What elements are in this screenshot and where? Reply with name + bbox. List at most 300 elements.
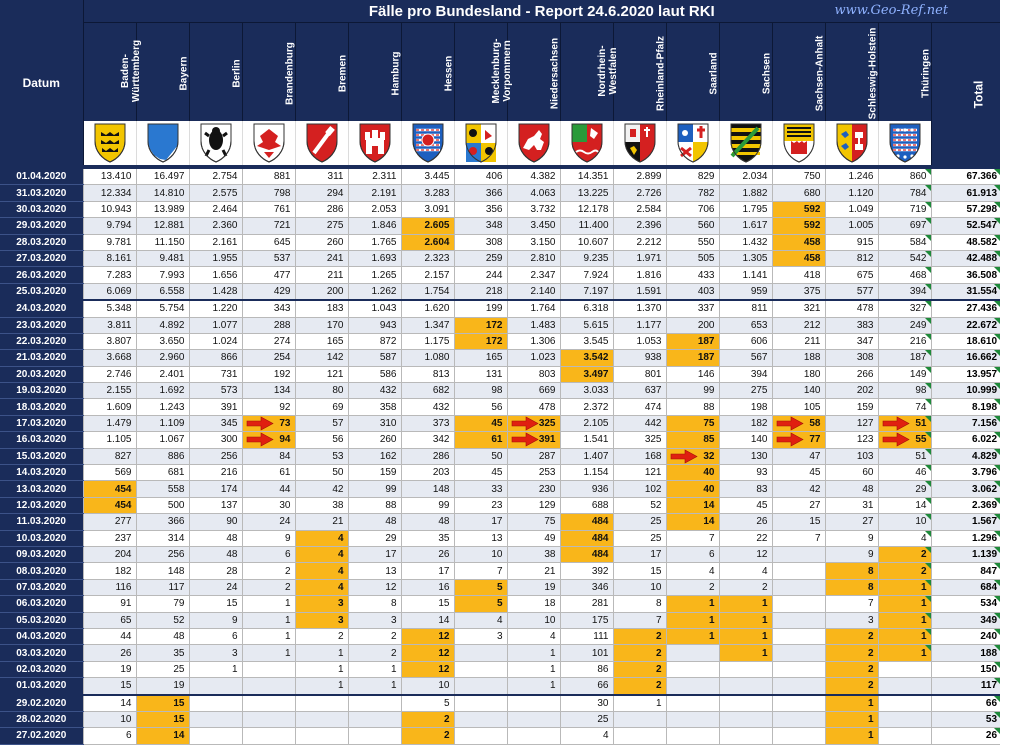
value-cell[interactable]	[666, 579, 719, 595]
value-cell[interactable]	[878, 415, 931, 431]
value-cell[interactable]	[772, 267, 825, 283]
value-cell[interactable]	[772, 283, 825, 300]
total-cell[interactable]: 31.554	[931, 283, 1000, 300]
value-cell[interactable]	[772, 383, 825, 399]
value-cell[interactable]	[825, 350, 878, 366]
value-cell[interactable]	[242, 563, 295, 579]
value-cell[interactable]	[507, 563, 560, 579]
value-cell[interactable]	[560, 465, 613, 481]
value-cell[interactable]	[401, 481, 454, 497]
value-cell[interactable]	[83, 350, 136, 366]
value-cell[interactable]	[454, 546, 507, 562]
value-cell[interactable]	[825, 234, 878, 250]
value-cell[interactable]	[242, 628, 295, 644]
value-cell[interactable]	[136, 185, 189, 201]
value-cell[interactable]	[507, 628, 560, 644]
value-cell[interactable]	[719, 267, 772, 283]
value-cell[interactable]	[772, 333, 825, 349]
value-cell[interactable]	[242, 185, 295, 201]
value-cell[interactable]	[454, 283, 507, 300]
value-cell[interactable]	[401, 350, 454, 366]
value-cell[interactable]	[719, 628, 772, 644]
value-cell[interactable]	[613, 678, 666, 695]
value-cell[interactable]	[613, 350, 666, 366]
value-cell[interactable]	[189, 695, 242, 712]
value-cell[interactable]	[401, 399, 454, 415]
value-cell[interactable]	[825, 366, 878, 382]
value-cell[interactable]	[719, 432, 772, 448]
date-cell[interactable]: 28.02.2020	[0, 711, 83, 727]
value-cell[interactable]	[613, 530, 666, 546]
value-cell[interactable]	[295, 645, 348, 661]
value-cell[interactable]	[242, 383, 295, 399]
date-cell[interactable]: 12.03.2020	[0, 497, 83, 513]
value-cell[interactable]	[295, 678, 348, 695]
value-cell[interactable]	[613, 432, 666, 448]
value-cell[interactable]	[507, 201, 560, 217]
value-cell[interactable]	[666, 169, 719, 185]
value-cell[interactable]	[666, 415, 719, 431]
value-cell[interactable]	[507, 267, 560, 283]
value-cell[interactable]	[242, 283, 295, 300]
value-cell[interactable]	[454, 579, 507, 595]
value-cell[interactable]	[825, 596, 878, 612]
value-cell[interactable]	[348, 465, 401, 481]
value-cell[interactable]	[242, 448, 295, 464]
value-cell[interactable]	[295, 546, 348, 562]
value-cell[interactable]	[719, 366, 772, 382]
value-cell[interactable]	[189, 218, 242, 234]
value-cell[interactable]	[878, 728, 931, 744]
value-cell[interactable]	[878, 399, 931, 415]
value-cell[interactable]	[189, 530, 242, 546]
value-cell[interactable]	[401, 201, 454, 217]
value-cell[interactable]	[189, 415, 242, 431]
value-cell[interactable]	[242, 546, 295, 562]
value-cell[interactable]	[454, 415, 507, 431]
value-cell[interactable]	[772, 350, 825, 366]
value-cell[interactable]	[613, 317, 666, 333]
value-cell[interactable]	[666, 432, 719, 448]
value-cell[interactable]	[189, 546, 242, 562]
value-cell[interactable]	[189, 612, 242, 628]
value-cell[interactable]	[83, 234, 136, 250]
value-cell[interactable]	[348, 661, 401, 677]
value-cell[interactable]	[83, 366, 136, 382]
total-cell[interactable]: 8.198	[931, 399, 1000, 415]
value-cell[interactable]	[348, 317, 401, 333]
date-cell[interactable]: 20.03.2020	[0, 366, 83, 382]
total-cell[interactable]: 7.156	[931, 415, 1000, 431]
total-cell[interactable]: 16.662	[931, 350, 1000, 366]
value-cell[interactable]	[666, 333, 719, 349]
value-cell[interactable]	[507, 350, 560, 366]
value-cell[interactable]	[401, 579, 454, 595]
value-cell[interactable]	[189, 661, 242, 677]
value-cell[interactable]	[666, 563, 719, 579]
value-cell[interactable]	[507, 596, 560, 612]
value-cell[interactable]	[454, 169, 507, 185]
value-cell[interactable]	[454, 596, 507, 612]
value-cell[interactable]	[825, 678, 878, 695]
value-cell[interactable]	[295, 350, 348, 366]
value-cell[interactable]	[454, 628, 507, 644]
value-cell[interactable]	[136, 497, 189, 513]
value-cell[interactable]	[878, 267, 931, 283]
value-cell[interactable]	[507, 234, 560, 250]
value-cell[interactable]	[348, 415, 401, 431]
value-cell[interactable]	[189, 317, 242, 333]
value-cell[interactable]	[136, 399, 189, 415]
value-cell[interactable]	[454, 300, 507, 317]
value-cell[interactable]	[242, 465, 295, 481]
value-cell[interactable]	[401, 333, 454, 349]
value-cell[interactable]	[878, 678, 931, 695]
date-cell[interactable]: 14.03.2020	[0, 465, 83, 481]
value-cell[interactable]	[772, 728, 825, 744]
value-cell[interactable]	[825, 267, 878, 283]
value-cell[interactable]	[507, 218, 560, 234]
value-cell[interactable]	[295, 399, 348, 415]
value-cell[interactable]	[825, 695, 878, 712]
value-cell[interactable]	[772, 481, 825, 497]
value-cell[interactable]	[242, 432, 295, 448]
total-cell[interactable]: 67.366	[931, 169, 1000, 185]
value-cell[interactable]	[666, 481, 719, 497]
date-cell[interactable]: 18.03.2020	[0, 399, 83, 415]
value-cell[interactable]	[825, 661, 878, 677]
value-cell[interactable]	[83, 579, 136, 595]
value-cell[interactable]	[507, 465, 560, 481]
value-cell[interactable]	[560, 448, 613, 464]
value-cell[interactable]	[507, 317, 560, 333]
value-cell[interactable]	[878, 711, 931, 727]
value-cell[interactable]	[454, 333, 507, 349]
value-cell[interactable]	[136, 432, 189, 448]
value-cell[interactable]	[772, 169, 825, 185]
value-cell[interactable]	[507, 678, 560, 695]
value-cell[interactable]	[878, 563, 931, 579]
value-cell[interactable]	[772, 317, 825, 333]
value-cell[interactable]	[772, 448, 825, 464]
value-cell[interactable]	[295, 234, 348, 250]
value-cell[interactable]	[719, 234, 772, 250]
value-cell[interactable]	[136, 678, 189, 695]
value-cell[interactable]	[878, 283, 931, 300]
date-cell[interactable]: 13.03.2020	[0, 481, 83, 497]
value-cell[interactable]	[719, 465, 772, 481]
value-cell[interactable]	[560, 399, 613, 415]
value-cell[interactable]	[401, 661, 454, 677]
value-cell[interactable]	[348, 728, 401, 744]
value-cell[interactable]	[825, 579, 878, 595]
value-cell[interactable]	[136, 350, 189, 366]
value-cell[interactable]	[719, 530, 772, 546]
value-cell[interactable]	[613, 628, 666, 644]
value-cell[interactable]	[878, 645, 931, 661]
value-cell[interactable]	[242, 300, 295, 317]
value-cell[interactable]	[772, 218, 825, 234]
value-cell[interactable]	[613, 448, 666, 464]
value-cell[interactable]	[401, 530, 454, 546]
value-cell[interactable]	[83, 432, 136, 448]
value-cell[interactable]	[719, 695, 772, 712]
total-cell[interactable]: 36.508	[931, 267, 1000, 283]
value-cell[interactable]	[242, 695, 295, 712]
value-cell[interactable]	[242, 711, 295, 727]
value-cell[interactable]	[666, 645, 719, 661]
value-cell[interactable]	[507, 481, 560, 497]
value-cell[interactable]	[401, 283, 454, 300]
total-cell[interactable]: 349	[931, 612, 1000, 628]
value-cell[interactable]	[560, 645, 613, 661]
value-cell[interactable]	[401, 317, 454, 333]
value-cell[interactable]	[189, 711, 242, 727]
value-cell[interactable]	[772, 514, 825, 530]
value-cell[interactable]	[666, 383, 719, 399]
value-cell[interactable]	[719, 250, 772, 266]
value-cell[interactable]	[136, 218, 189, 234]
value-cell[interactable]	[348, 628, 401, 644]
value-cell[interactable]	[825, 711, 878, 727]
value-cell[interactable]	[878, 695, 931, 712]
value-cell[interactable]	[507, 728, 560, 744]
value-cell[interactable]	[401, 678, 454, 695]
total-cell[interactable]: 10.999	[931, 383, 1000, 399]
value-cell[interactable]	[401, 628, 454, 644]
value-cell[interactable]	[666, 711, 719, 727]
value-cell[interactable]	[189, 432, 242, 448]
value-cell[interactable]	[666, 695, 719, 712]
value-cell[interactable]	[295, 596, 348, 612]
value-cell[interactable]	[136, 250, 189, 266]
value-cell[interactable]	[401, 169, 454, 185]
value-cell[interactable]	[83, 283, 136, 300]
value-cell[interactable]	[825, 432, 878, 448]
value-cell[interactable]	[189, 563, 242, 579]
value-cell[interactable]	[454, 267, 507, 283]
date-cell[interactable]: 21.03.2020	[0, 350, 83, 366]
value-cell[interactable]	[454, 711, 507, 727]
value-cell[interactable]	[242, 481, 295, 497]
value-cell[interactable]	[772, 678, 825, 695]
value-cell[interactable]	[613, 383, 666, 399]
value-cell[interactable]	[666, 661, 719, 677]
value-cell[interactable]	[507, 383, 560, 399]
date-cell[interactable]: 25.03.2020	[0, 283, 83, 300]
value-cell[interactable]	[242, 514, 295, 530]
value-cell[interactable]	[189, 481, 242, 497]
value-cell[interactable]	[666, 465, 719, 481]
value-cell[interactable]	[295, 185, 348, 201]
value-cell[interactable]	[348, 579, 401, 595]
value-cell[interactable]	[454, 383, 507, 399]
value-cell[interactable]	[348, 267, 401, 283]
date-cell[interactable]: 22.03.2020	[0, 333, 83, 349]
value-cell[interactable]	[348, 333, 401, 349]
value-cell[interactable]	[666, 283, 719, 300]
value-cell[interactable]	[825, 415, 878, 431]
value-cell[interactable]	[772, 432, 825, 448]
value-cell[interactable]	[560, 333, 613, 349]
value-cell[interactable]	[295, 530, 348, 546]
value-cell[interactable]	[189, 383, 242, 399]
value-cell[interactable]	[348, 530, 401, 546]
value-cell[interactable]	[401, 185, 454, 201]
value-cell[interactable]	[401, 234, 454, 250]
value-cell[interactable]	[560, 201, 613, 217]
value-cell[interactable]	[348, 383, 401, 399]
value-cell[interactable]	[772, 415, 825, 431]
value-cell[interactable]	[454, 432, 507, 448]
value-cell[interactable]	[454, 563, 507, 579]
value-cell[interactable]	[507, 711, 560, 727]
value-cell[interactable]	[189, 201, 242, 217]
value-cell[interactable]	[825, 169, 878, 185]
value-cell[interactable]	[507, 695, 560, 712]
value-cell[interactable]	[136, 201, 189, 217]
value-cell[interactable]	[878, 350, 931, 366]
value-cell[interactable]	[401, 612, 454, 628]
value-cell[interactable]	[772, 465, 825, 481]
value-cell[interactable]	[295, 415, 348, 431]
value-cell[interactable]	[772, 661, 825, 677]
value-cell[interactable]	[83, 185, 136, 201]
total-cell[interactable]: 42.488	[931, 250, 1000, 266]
value-cell[interactable]	[560, 628, 613, 644]
value-cell[interactable]	[348, 711, 401, 727]
value-cell[interactable]	[401, 596, 454, 612]
total-cell[interactable]: 18.610	[931, 333, 1000, 349]
value-cell[interactable]	[507, 448, 560, 464]
value-cell[interactable]	[348, 218, 401, 234]
value-cell[interactable]	[454, 218, 507, 234]
value-cell[interactable]	[825, 628, 878, 644]
value-cell[interactable]	[719, 481, 772, 497]
value-cell[interactable]	[825, 530, 878, 546]
value-cell[interactable]	[878, 530, 931, 546]
value-cell[interactable]	[348, 645, 401, 661]
value-cell[interactable]	[719, 661, 772, 677]
date-cell[interactable]: 01.03.2020	[0, 678, 83, 695]
value-cell[interactable]	[401, 497, 454, 513]
value-cell[interactable]	[825, 300, 878, 317]
value-cell[interactable]	[878, 169, 931, 185]
value-cell[interactable]	[560, 481, 613, 497]
value-cell[interactable]	[242, 201, 295, 217]
value-cell[interactable]	[560, 579, 613, 595]
value-cell[interactable]	[666, 250, 719, 266]
value-cell[interactable]	[507, 333, 560, 349]
value-cell[interactable]	[719, 596, 772, 612]
value-cell[interactable]	[560, 317, 613, 333]
value-cell[interactable]	[825, 563, 878, 579]
value-cell[interactable]	[613, 645, 666, 661]
value-cell[interactable]	[825, 612, 878, 628]
total-cell[interactable]: 847	[931, 563, 1000, 579]
value-cell[interactable]	[560, 283, 613, 300]
value-cell[interactable]	[878, 366, 931, 382]
value-cell[interactable]	[189, 645, 242, 661]
value-cell[interactable]	[719, 711, 772, 727]
date-cell[interactable]: 29.02.2020	[0, 695, 83, 712]
value-cell[interactable]	[507, 283, 560, 300]
value-cell[interactable]	[136, 695, 189, 712]
value-cell[interactable]	[666, 497, 719, 513]
value-cell[interactable]	[136, 333, 189, 349]
value-cell[interactable]	[83, 728, 136, 744]
value-cell[interactable]	[83, 465, 136, 481]
value-cell[interactable]	[613, 333, 666, 349]
date-cell[interactable]: 06.03.2020	[0, 596, 83, 612]
value-cell[interactable]	[613, 267, 666, 283]
value-cell[interactable]	[295, 250, 348, 266]
value-cell[interactable]	[613, 612, 666, 628]
value-cell[interactable]	[189, 728, 242, 744]
value-cell[interactable]	[613, 514, 666, 530]
value-cell[interactable]	[189, 399, 242, 415]
value-cell[interactable]	[878, 185, 931, 201]
value-cell[interactable]	[348, 350, 401, 366]
value-cell[interactable]	[666, 596, 719, 612]
value-cell[interactable]	[772, 250, 825, 266]
value-cell[interactable]	[507, 300, 560, 317]
value-cell[interactable]	[613, 728, 666, 744]
value-cell[interactable]	[83, 415, 136, 431]
value-cell[interactable]	[454, 661, 507, 677]
date-cell[interactable]: 29.03.2020	[0, 218, 83, 234]
value-cell[interactable]	[613, 218, 666, 234]
value-cell[interactable]	[772, 563, 825, 579]
value-cell[interactable]	[348, 612, 401, 628]
value-cell[interactable]	[719, 185, 772, 201]
value-cell[interactable]	[454, 728, 507, 744]
value-cell[interactable]	[613, 546, 666, 562]
value-cell[interactable]	[878, 465, 931, 481]
date-cell[interactable]: 01.04.2020	[0, 169, 83, 185]
value-cell[interactable]	[295, 448, 348, 464]
value-cell[interactable]	[401, 250, 454, 266]
value-cell[interactable]	[666, 728, 719, 744]
value-cell[interactable]	[772, 530, 825, 546]
value-cell[interactable]	[348, 399, 401, 415]
value-cell[interactable]	[719, 678, 772, 695]
value-cell[interactable]	[772, 366, 825, 382]
value-cell[interactable]	[136, 300, 189, 317]
value-cell[interactable]	[401, 645, 454, 661]
total-cell[interactable]: 52.547	[931, 218, 1000, 234]
value-cell[interactable]	[242, 250, 295, 266]
value-cell[interactable]	[295, 514, 348, 530]
value-cell[interactable]	[401, 546, 454, 562]
date-cell[interactable]: 04.03.2020	[0, 628, 83, 644]
value-cell[interactable]	[560, 415, 613, 431]
value-cell[interactable]	[560, 366, 613, 382]
value-cell[interactable]	[878, 383, 931, 399]
value-cell[interactable]	[560, 661, 613, 677]
value-cell[interactable]	[189, 465, 242, 481]
value-cell[interactable]	[295, 465, 348, 481]
value-cell[interactable]	[136, 234, 189, 250]
value-cell[interactable]	[83, 711, 136, 727]
value-cell[interactable]	[507, 366, 560, 382]
date-cell[interactable]: 05.03.2020	[0, 612, 83, 628]
value-cell[interactable]	[454, 645, 507, 661]
value-cell[interactable]	[666, 366, 719, 382]
total-cell[interactable]: 117	[931, 678, 1000, 695]
value-cell[interactable]	[401, 267, 454, 283]
value-cell[interactable]	[825, 185, 878, 201]
